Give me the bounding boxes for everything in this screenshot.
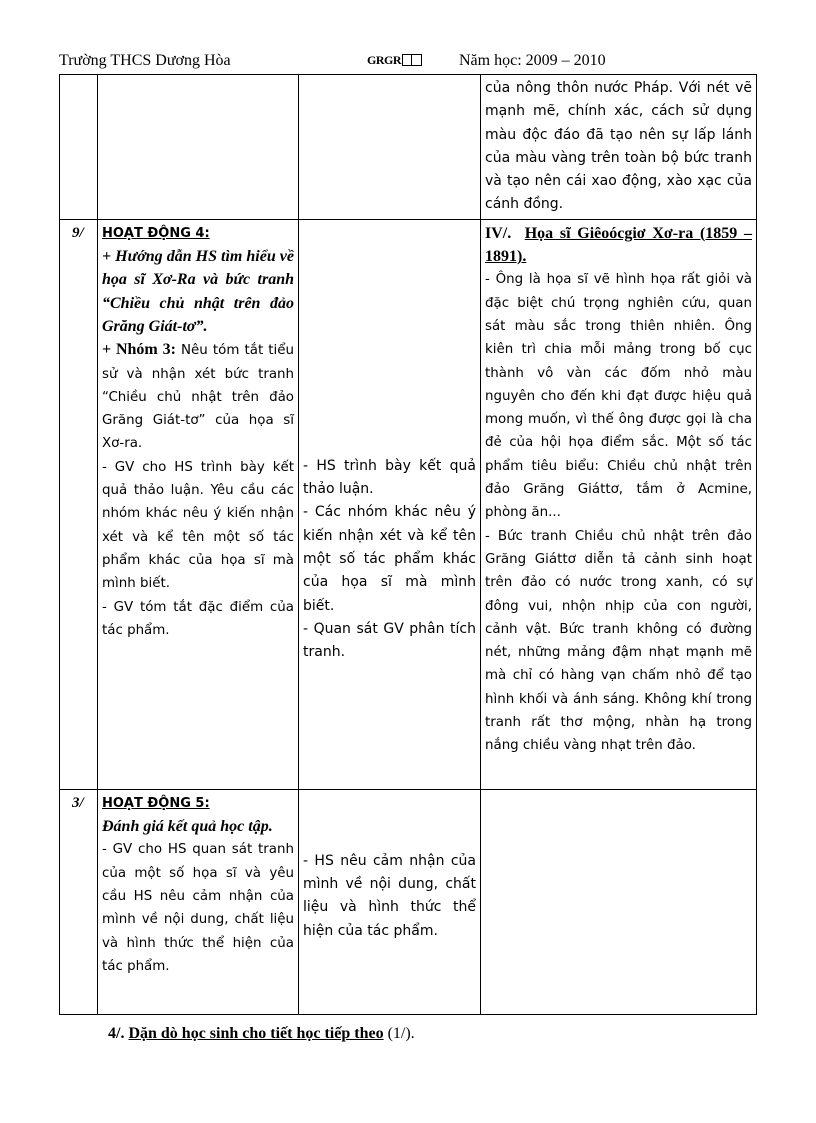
header-ornament [367, 53, 422, 68]
lesson-table [59, 74, 757, 1015]
table-row [60, 219, 757, 789]
section-heading [485, 222, 752, 269]
student-step: - Quan sát GV phân tích tranh. [303, 620, 476, 661]
school-name: Trường THCS Dương Hòa [59, 52, 231, 69]
content-cell [481, 789, 757, 1014]
content-paragraph: - Bức tranh Chiều chủ nhật trên đảo Grăng Giáttơ diễn tả cảnh sinh hoạt trên đảo có nước trong xanh, có sự đông vui, nhộn nhịp của con người, cảnh vật. Bức tranh không có đường nét, những mảng đậm nhạt mạnh mẽ mà chỉ có hàng vạn chấm nhỏ để tạo hình khối và ánh sáng. Không khí trong tranh rất thơ mộng, nhàn hạ trong nắng chiều vàng nhạt trên đảo. [485, 528, 752, 754]
activity-guide: + Hướng dẫn HS tìm hiểu về họa sĩ Xơ-Ra và bức tranh “Chiều chủ nhật trên đảo Grăng Giát-tơ”. [102, 248, 294, 335]
teacher-step: - GV cho HS trình bày kết quả thảo luận. Yêu cầu các nhóm khác nêu ý kiến nhận xét và kể tên một số tác phẩm khác của họa sĩ mà mình biết. [102, 459, 294, 592]
teacher-step: - GV cho HS quan sát tranh của một số họa sĩ và yêu cầu HS nêu cảm nhận của mình về nội dung, chất liệu và hình thức thể hiện của tác phẩm. [102, 842, 294, 974]
footer-text: Dặn dò học sinh cho tiết học tiếp theo [128, 1025, 384, 1042]
student-step: - Các nhóm khác nêu ý kiến nhận xét và kể tên một số tác phẩm khác của họa sĩ mà mình biết. [303, 504, 476, 614]
student-activity-cell [299, 75, 481, 220]
student-step: - HS nêu cảm nhận của mình về nội dung, chất liệu và hình thức thể hiện của tác phẩm. [303, 852, 476, 939]
student-activity-cell [299, 219, 481, 789]
table-row [60, 789, 757, 1014]
page-header [59, 52, 759, 72]
teacher-activity-cell [98, 219, 299, 789]
table-row [60, 75, 757, 220]
ornament-text: GRGR [367, 53, 401, 67]
teacher-step: - GV tóm tắt đặc điểm của tác phẩm. [102, 599, 294, 638]
content-cell [481, 219, 757, 789]
time-cell: 3/ [60, 789, 98, 1014]
student-step: - HS trình bày kết quả thảo luận. [303, 457, 476, 498]
book-icon [402, 54, 422, 66]
activity-guide: Đánh giá kết quả học tập. [102, 818, 273, 836]
section-title: Họa sĩ Giêoócgiơ Xơ-ra (1859 – 1891). [485, 224, 753, 266]
activity-title: HOẠT ĐỘNG 5: [102, 795, 210, 811]
content-cell [481, 75, 757, 220]
footer-time: (1/). [383, 1025, 415, 1042]
content-paragraph: của nông thôn nước Pháp. Với nét vẽ mạnh mẽ, chính xác, cách sử dụng màu độc đáo đã tạo nên sự lấp lánh của màu vàng trên toàn bộ bức tranh và tạo nên cái xao động, xào xạc của cánh đồng. [485, 80, 752, 213]
group-text: Nêu tóm tắt tiểu sử và nhận xét bức tranh “Chiều chủ nhật trên đảo Grăng Giát-tơ” của họa sĩ Xơ-ra. [102, 343, 294, 452]
section-number: IV/. [485, 224, 512, 242]
time-cell: 9/ [60, 219, 98, 789]
footer-number: 4/. [108, 1025, 125, 1042]
teacher-activity-cell [98, 75, 299, 220]
footer-instruction [108, 1025, 415, 1043]
activity-title: HOẠT ĐỘNG 4: [102, 225, 210, 241]
student-activity-cell [299, 789, 481, 1014]
content-paragraph: - Ông là họa sĩ vẽ hình họa rất giỏi và đặc biệt chú trọng nghiên cứu, quan sát màu sắc trong thiên nhiên. Ông kiên trì chia mỗi mảng trong bố cục thành vô vàn các đốm nhỏ màu nguyên cho đến khi đạt được hiệu quả mong muốn, vì thế ông được gọi là cha đẻ của hội họa điểm sắc. Một số tác phẩm tiêu biểu: Chiều chủ nhật trên đảo Grăng Giáttơ, tắm ở Acmine, phòng ăn... [485, 272, 752, 521]
group-label: + Nhóm 3: [102, 341, 176, 359]
time-cell [60, 75, 98, 220]
school-year: Năm học: 2009 – 2010 [459, 52, 606, 69]
teacher-activity-cell [98, 789, 299, 1014]
